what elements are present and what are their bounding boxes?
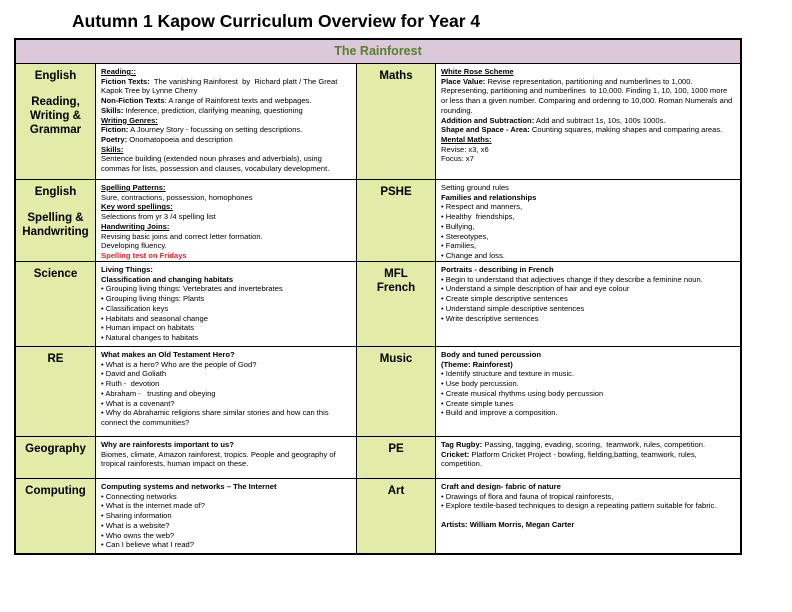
content-line: Fiction Texts: The vanishing Rainforest by Richard platt / The Great Kapok Tree by Lynne Cherry	[101, 76, 340, 96]
content-cell-music	[436, 347, 740, 437]
subject-label: Computing	[25, 485, 86, 497]
content-line: • Respect and manners,	[441, 202, 523, 212]
content-line: Place Value: Revise representation, partitioning and numberlines to 1,000. Representing, partitioning and numberlines to 10,000. Finding 1, 10, 100, 1000 more or less than a given number. Comparing and ordering to 10,000. Roman Numerals and rounding.	[441, 76, 735, 115]
subject-label: Science	[33, 268, 78, 280]
subject-cell-music	[357, 347, 436, 437]
content-cell-english-reading-writing-grammar	[96, 64, 357, 180]
subject-label: RE	[47, 353, 64, 365]
content-line: • Natural changes to habitats	[101, 333, 199, 343]
content-line: Craft and design- fabric of nature	[441, 482, 561, 491]
content-line: • Begin to understand that adjectives change if they describe a feminine noun.	[441, 274, 703, 284]
content-line: • David and Goliath	[101, 369, 167, 379]
content-cell-geography	[96, 437, 357, 479]
content-line: • Create musical rhythms using body percussion	[441, 388, 604, 398]
content-line: Families and relationships	[441, 192, 537, 202]
content-line: • Write descriptive sentences	[441, 313, 539, 323]
content-line: • What is a covenant?	[101, 398, 175, 408]
subject-cell-science	[16, 262, 96, 347]
content-line: Revise: x3, x6	[441, 144, 489, 154]
content-line: Cricket: Platform Cricket Project - bowling, fielding,batting, teamwork, rules, competition.	[441, 449, 699, 469]
content-line: • Use body percussion.	[441, 379, 519, 389]
content-line: • Create simple descriptive sentences	[441, 294, 568, 304]
subject-label: PE	[388, 443, 404, 455]
content-line: Body and tuned percussion	[441, 350, 541, 359]
subject-label: Writing &	[30, 110, 81, 122]
content-line: • Healthy friendships,	[441, 212, 515, 222]
subject-cell-re	[16, 347, 96, 437]
content-line: Tag Rugby: Passing, tagging, evading, scoring, teamwork, rules, competition.	[441, 440, 706, 449]
subject-cell-mfl-french	[357, 262, 436, 347]
content-line: • Why do Abrahamic religions share similar stories and how can this connect the communities?	[101, 408, 331, 428]
content-cell-pshe	[436, 180, 740, 262]
content-line: Addition and Subtraction: Add and subtract 1s, 10s, 100s 1000s.	[441, 115, 666, 125]
content-line: Why are rainforests important to us?	[101, 440, 234, 449]
subject-label: PSHE	[380, 186, 412, 198]
content-cell-mfl-french	[436, 262, 740, 347]
content-line: • Create simple tunes	[441, 398, 514, 408]
content-line: • What is a website?	[101, 520, 170, 530]
subject-cell-computing	[16, 479, 96, 553]
subject-label	[18, 199, 93, 211]
subject-label: Reading,	[31, 96, 80, 108]
content-line: • Grouping living things: Plants	[101, 294, 205, 304]
subject-label: Geography	[25, 443, 86, 455]
content-cell-science	[96, 262, 357, 347]
content-line: What makes an Old Testament Hero?	[101, 350, 235, 359]
subject-label: Grammar	[29, 124, 82, 136]
subject-label: Music	[379, 353, 413, 365]
content-line: • Ruth - devotion	[101, 379, 160, 389]
subject-cell-english-spelling-handwriting	[16, 180, 96, 262]
content-line: Reading::	[101, 67, 137, 76]
subject-cell-art	[357, 479, 436, 553]
theme-title: The Rainforest	[334, 44, 422, 58]
content-line: • Explore textile-based techniques to design a repeating pattern suitable for fabric.	[441, 501, 717, 511]
content-line: Developing fluency.	[101, 241, 167, 251]
content-line: • Drawings of flora and fauna of tropical rainforests,	[441, 491, 614, 501]
content-line: Setting ground rules	[441, 183, 509, 192]
content-line: • Understand a simple description of hair and eye colour	[441, 284, 630, 294]
content-line: Sentence building (extended noun phrases and adverbials), using commas for lists, possession and clauses, vocabulary development.	[101, 154, 330, 174]
content-line: Focus: x7	[441, 154, 474, 164]
content-cell-computing	[96, 479, 357, 553]
content-line: • Classification keys	[101, 303, 169, 313]
content-line: • Families,	[441, 241, 477, 251]
subject-cell-maths	[357, 64, 436, 180]
content-line: Writing Genres:	[101, 115, 158, 125]
content-line: (Theme: Rainforest)	[441, 359, 513, 369]
subject-label: MFL	[384, 268, 408, 280]
content-line: Skills: Inference, prediction, clarifying meaning, questioning	[101, 105, 303, 115]
content-cell-re	[96, 347, 357, 437]
content-line: • Connecting networks	[101, 491, 177, 501]
content-line: Computing systems and networks – The Internet	[101, 482, 277, 491]
content-line: Poetry: Onomatopoeia and description	[101, 135, 233, 145]
content-cell-pe	[436, 437, 740, 479]
subject-label	[18, 83, 93, 95]
content-cell-art	[436, 479, 740, 553]
content-line: • Abraham - trusting and obeying	[101, 388, 216, 398]
subject-cell-pe	[357, 437, 436, 479]
content-line: • Sharing information	[101, 511, 172, 521]
content-line: • Understand simple descriptive sentences	[441, 303, 585, 313]
content-line: Artists: William Morris, Megan Carter	[441, 520, 575, 530]
content-line: Shape and Space - Area: Counting squares, making shapes and comparing areas.	[441, 125, 723, 135]
content-line: • Build and improve a composition.	[441, 408, 558, 418]
theme-banner	[16, 40, 740, 64]
subject-label: Spelling &	[27, 212, 84, 224]
content-line: Non-Fiction Texts: A range of Rainforest texts and webpages.	[101, 96, 312, 106]
content-line: • Habitats and seasonal change	[101, 313, 208, 323]
subject-label: French	[376, 282, 416, 294]
content-line: • Bullying,	[441, 221, 475, 231]
content-cell-english-spelling-handwriting	[96, 180, 357, 262]
content-line: Spelling Patterns:	[101, 183, 166, 192]
content-line: Skills:	[101, 144, 124, 154]
subject-label: Maths	[379, 70, 413, 82]
content-line: Selections from yr 3 /4 spelling list	[101, 212, 216, 222]
subject-cell-geography	[16, 437, 96, 479]
content-line: • Stereotypes,	[441, 231, 489, 241]
content-line: Sure, contractions, possession, homophones	[101, 192, 253, 202]
content-cell-maths	[436, 64, 740, 180]
content-line	[441, 511, 735, 520]
content-line: • Grouping living things: Vertebrates and invertebrates	[101, 284, 283, 294]
content-line: Revising basic joins and correct letter formation.	[101, 231, 263, 241]
content-line: • What is the internet made of?	[101, 501, 205, 511]
content-line: • Who owns the web?	[101, 530, 175, 540]
content-line: • Can I believe what I read?	[101, 540, 194, 550]
subject-label: English	[34, 70, 77, 82]
subject-label: Handwriting	[22, 226, 89, 238]
subject-label: Art	[387, 485, 405, 497]
content-line: White Rose Scheme	[441, 67, 514, 76]
subject-cell-english-reading-writing-grammar	[16, 64, 96, 180]
content-line: Biomes, climate, Amazon rainforest, tropics. People and geography of tropical rainforests, human impact on these.	[101, 449, 338, 469]
content-line: Key word spellings:	[101, 202, 173, 212]
content-line: Classification and changing habitats	[101, 274, 234, 284]
content-line: • Identify structure and texture in music.	[441, 369, 575, 379]
subject-label: English	[34, 186, 77, 198]
content-line: • Human impact on habitats	[101, 323, 194, 333]
curriculum-table	[14, 38, 742, 555]
content-line: Handwriting Joins:	[101, 221, 170, 231]
content-line: • Change and loss.	[441, 251, 505, 261]
content-line: • What is a hero? Who are the people of God?	[101, 359, 257, 369]
content-line: Mental Maths:	[441, 135, 492, 145]
content-line: Spelling test on Fridays	[101, 251, 187, 261]
subject-cell-pshe	[357, 180, 436, 262]
content-line: Portraits - describing in French	[441, 265, 554, 274]
content-line: Fiction: A Journey Story - focussing on setting descriptions.	[101, 125, 303, 135]
page-title: Autumn 1 Kapow Curriculum Overview for Year 4	[72, 11, 481, 31]
content-line: Living Things:	[101, 265, 153, 274]
